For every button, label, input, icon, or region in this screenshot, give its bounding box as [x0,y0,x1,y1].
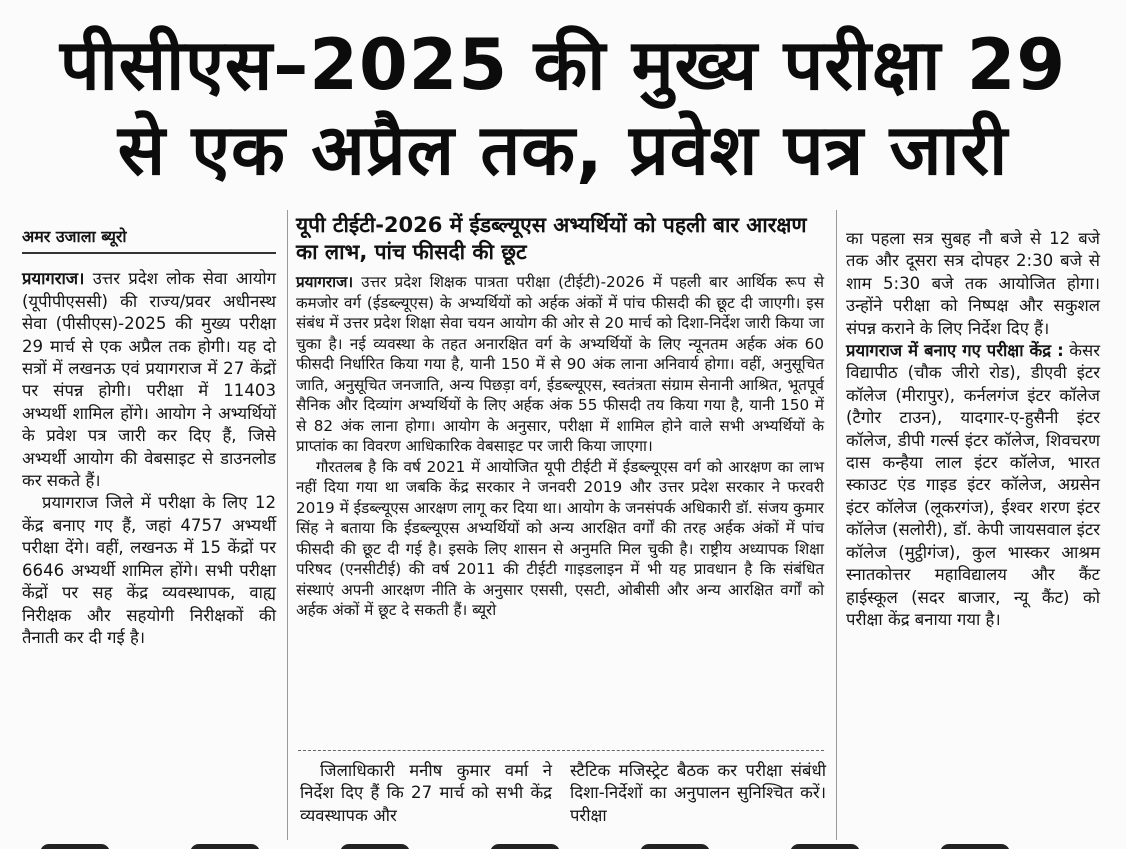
centers-list: केसर विद्यापीठ (चौक जीरो रोड), डीएवी इंटर कॉलेज (मीरापुर), कर्नलगंज इंटर कॉलेज (टैगोर टाउन), यादगार-ए-हुसैनी इंटर कॉलेज, डीपी गर्ल्स इंटर कॉलेज, शिवचरण दास कन्हैया लाल इंटर कॉलेज, भारत स्काउट एंड गाइड इंटर कॉलेज, अग्रसेन इंटर कॉलेज (लूकरगंज), ईश्वर शरण इंटर कॉलेज (सलोरी), डॉ. केपी जायसवाल इंटर कॉलेज (मुट्ठीगंज), कुल भास्कर आश्रम स्नातकोत्तर महाविद्यालय और कैंट हाईस्कूल (सदर बाजार, न्यू कैंट) को परीक्षा केंद्र बनाया गया है। [846,341,1101,629]
left-para-1-text: उत्तर प्रदेश लोक सेवा आयोग (यूपीपीएससी) की राज्य/प्रवर अधीनस्थ सेवा (पीसीएस)-2025 की मुख्य परीक्षा 29 मार्च से एक अप्रैल तक होगी। यह दो सत्रों में लखनऊ एवं प्रयागराज में 27 केंद्रों पर संपन्न होगी। परीक्षा में 11403 अभ्यर्थी शामिल होंगे। आयोग ने अभ्यर्थियों के प्रवेश पत्र जारी कर दिए हैं, जिसे अभ्यर्थी आयोग की वेबसाइट से डाउनलोड कर सकते हैं। [22,269,276,491]
centers-heading: प्रयागराज में बनाए गए परीक्षा केंद्र : [846,341,1064,361]
right-column [846,228,1100,631]
lower-para-a: जिलाधिकारी मनीष कुमार वर्मा ने निर्देश दिए हैं कि 27 मार्च को सभी केंद्र व्यवस्थापक और [300,761,552,825]
middle-column [296,212,824,621]
cropped-next-headline [0,840,1126,849]
left-column [22,226,276,649]
headline-line-1: पीसीएस–2025 की मुख्य परीक्षा 29 [59,24,1067,106]
column-divider-left [287,210,288,840]
column-divider-right [836,210,837,840]
subheadline: यूपी टीईटी-2026 में ईडब्ल्यूएस अभ्यर्थियों को पहली बार आरक्षण का लाभ, पांच फीसदी की छूट [296,213,807,264]
byline: अमर उजाला ब्यूरो [22,226,276,254]
left-para-2: प्रयागराज जिले में परीक्षा के लिए 12 केंद्र बनाए गए हैं, जहां 4757 अभ्यर्थी परीक्षा देंगे। वहीं, लखनऊ में 15 केंद्रों पर 6646 अभ्यर्थी शामिल होंगे। सभी परीक्षा केंद्रों पर सह केंद्र व्यवस्थापक, वाह्य निरीक्षक और सहयोगी निरीक्षकों की तैनाती कर दी गई है। [22,493,276,647]
lower-middle-col-a [300,760,552,827]
middle-dateline: प्रयागराज। [296,273,354,291]
right-para-2 [846,340,1100,631]
left-para-1 [22,268,276,492]
lower-middle-col-b [570,760,826,827]
headline-line-2: से एक अप्रैल तक, प्रवेश पत्र जारी [117,109,1009,191]
middle-para-1 [296,272,824,457]
middle-para-2: गौरतलब है कि वर्ष 2021 में आयोजित यूपी टीईटी में ईडब्ल्यूएस वर्ग को आरक्षण का लाभ नहीं दिया गया था जबकि केंद्र सरकार ने जनवरी 2019 और उत्तर प्रदेश सरकार ने फरवरी 2019 में ईडब्ल्यूएस आरक्षण लागू कर दिया था। आयोग के जनसंपर्क अधिकारी डॉ. संजय कुमार सिंह ने बताया कि ईडब्ल्यूएस अभ्यर्थियों को अन्य आरक्षित वर्गों की तरह अर्हक अंकों में पांच फीसदी की छूट दी गई है। इसके लिए शासन से अनुमति मिल चुकी है। राष्ट्रीय अध्यापक शिक्षा परिषद (एनसीटीई) की वर्ष 2011 की टीईटी गाइडलाइन में भी यह प्रावधान है कि संबंधित संस्थाएं अपनी आरक्षण नीति के अनुसार एससी, एसटी, ओबीसी और अन्य आरक्षित वर्गों को अर्हक अंकों में छूट दे सकती हैं। ब्यूरो [296,457,824,619]
right-para-1: का पहला सत्र सुबह नौ बजे से 12 बजे तक और दूसरा सत्र दोपहर 2:30 बजे से शाम 5:30 बजे तक आयोजित होगा। उन्होंने परीक्षा को निष्पक्ष और सकुशल संपन्न कराने के लिए निर्देश दिए हैं। [846,229,1100,338]
middle-para-1-text: उत्तर प्रदेश शिक्षक पात्रता परीक्षा (टीईटी)-2026 में पहली बार आर्थिक रूप से कमजोर वर्ग (ईडब्ल्यूएस) के अभ्यर्थियों को अर्हक अंकों में पांच फीसदी की छूट दी जाएगी। इस संबंध में उत्तर प्रदेश शिक्षा सेवा चयन आयोग की ओर से 20 मार्च को दिशा-निर्देश जारी किया जा चुका है। नई व्यवस्था के तहत अनारक्षित वर्ग के अभ्यर्थियों के लिए न्यूनतम अर्हक अंक 60 फीसदी निर्धारित किया गया है, यानी 150 में से 90 अंक लाना अनिवार्य होगा। वहीं, अनुसूचित जाति, अनुसूचित जनजाति, अन्य पिछड़ा वर्ग, ईडब्ल्यूएस, स्वतंत्रता संग्राम सेनानी आश्रित, भूतपूर्व सैनिक और दिव्यांग अभ्यर्थियों के लिए अर्हक अंक 55 फीसदी तय किया गया है, यानी 150 में से 82 अंक लाना होगा। आयोग के अनुसार, परीक्षा में शामिल होने वाले सभी अभ्यर्थियों के प्राप्तांक का विवरण आधिकारिक वेबसाइट पर जारी किया जाएगा। [296,273,824,455]
lower-para-b: स्टैटिक मजिस्ट्रेट बैठक कर परीक्षा संबंधी दिशा-निर्देशों का अनुपालन सुनिश्चित करें। परीक्षा [570,761,826,825]
left-dateline: प्रयागराज। [22,269,85,289]
section-divider [298,750,824,751]
